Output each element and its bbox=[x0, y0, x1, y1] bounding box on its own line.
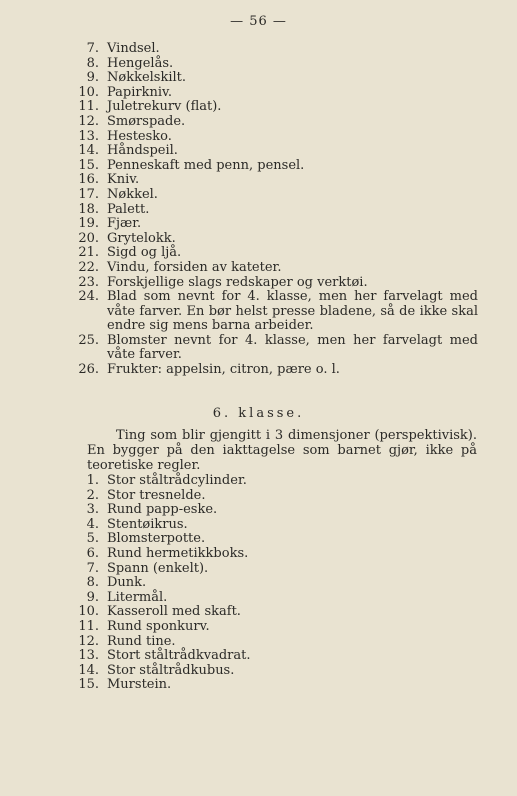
item-number: 3. bbox=[86, 502, 99, 518]
item-text: Blomsterpotte. bbox=[107, 531, 206, 547]
item-text: Grytelokk. bbox=[107, 230, 176, 246]
item-number: 24. bbox=[78, 289, 99, 305]
item-number: 6. bbox=[86, 545, 99, 561]
item-number: 13. bbox=[78, 648, 99, 664]
list-item bbox=[78, 605, 478, 620]
item-number: 2. bbox=[86, 487, 99, 503]
list-item bbox=[78, 363, 478, 378]
item-text: Litermål. bbox=[107, 589, 168, 605]
item-number: 19. bbox=[78, 216, 99, 232]
item-number: 16. bbox=[78, 172, 99, 188]
item-number: 10. bbox=[78, 84, 99, 100]
item-text: Murstein. bbox=[107, 677, 172, 693]
list-item bbox=[78, 503, 478, 518]
item-text: Dunk. bbox=[107, 575, 147, 591]
item-number: 7. bbox=[86, 560, 99, 576]
item-text: Rund papp-eske. bbox=[107, 502, 218, 518]
list-item bbox=[78, 562, 478, 577]
item-text: Nøkkelskilt. bbox=[107, 70, 187, 86]
item-number: 5. bbox=[86, 531, 99, 547]
list-item bbox=[78, 71, 478, 86]
list-item bbox=[78, 246, 478, 261]
item-text: Hestesko. bbox=[107, 128, 172, 144]
item-number: 8. bbox=[86, 55, 99, 71]
item-text: Sigd og ljå. bbox=[107, 245, 182, 261]
item-text: Smørspade. bbox=[107, 113, 186, 129]
item-number: 23. bbox=[78, 274, 99, 290]
item-number: 18. bbox=[78, 201, 99, 217]
item-text: Stor ståltrådkubus. bbox=[107, 662, 235, 678]
list-item bbox=[78, 532, 478, 547]
section-intro-paragraph: Ting som blir gjengitt i 3 dimensjoner (perspektivisk). En bygger på den iakttagelse som barnet gjør, ikke på teoretiske regler. bbox=[87, 428, 477, 473]
item-text: Stor tresnelde. bbox=[107, 487, 206, 503]
item-text: Nøkkel. bbox=[107, 186, 158, 202]
list-item bbox=[78, 649, 478, 664]
list-item bbox=[78, 100, 478, 115]
item-number: 11. bbox=[78, 99, 99, 115]
list-item bbox=[78, 290, 478, 334]
list-item bbox=[78, 261, 478, 276]
list-item bbox=[78, 144, 478, 159]
list-item bbox=[78, 42, 478, 57]
item-text: Blad som nevnt for 4. klasse, men her farvelagt med våte farver. En bør helst presse bladene, så de ikke skal endre sig mens barna arbeider. bbox=[107, 289, 478, 334]
list-item bbox=[78, 547, 478, 562]
list-item bbox=[78, 57, 478, 72]
list-item bbox=[78, 276, 478, 291]
list-item bbox=[78, 130, 478, 145]
item-number: 10. bbox=[78, 604, 99, 620]
item-number: 22. bbox=[78, 259, 99, 275]
item-text: Stort ståltrådkvadrat. bbox=[107, 648, 251, 664]
list-item bbox=[78, 620, 478, 635]
list-item bbox=[78, 591, 478, 606]
page-number: — 56 — bbox=[230, 14, 287, 29]
item-text: Kniv. bbox=[107, 172, 140, 188]
item-number: 17. bbox=[78, 186, 99, 202]
list-item bbox=[78, 203, 478, 218]
item-text: Forskjellige slags redskaper og verktøi. bbox=[107, 274, 368, 290]
item-number: 12. bbox=[78, 113, 99, 129]
item-text: Juletrekurv (flat). bbox=[107, 99, 222, 115]
item-number: 13. bbox=[78, 128, 99, 144]
item-number: 12. bbox=[78, 633, 99, 649]
item-number: 25. bbox=[78, 332, 99, 348]
item-number: 14. bbox=[78, 662, 99, 678]
section-heading: 6. klasse. bbox=[212, 406, 305, 421]
item-number: 9. bbox=[86, 70, 99, 86]
item-text: Spann (enkelt). bbox=[107, 560, 209, 576]
item-number: 7. bbox=[86, 41, 99, 56]
item-list-5th-grade bbox=[78, 42, 478, 378]
list-item bbox=[78, 474, 478, 489]
item-number: 14. bbox=[78, 143, 99, 159]
item-text: Stor ståltrådcylinder. bbox=[107, 473, 247, 488]
list-item bbox=[78, 576, 478, 591]
item-text: Penneskaft med penn, pensel. bbox=[107, 157, 305, 173]
list-item bbox=[78, 159, 478, 174]
item-text: Papirkniv. bbox=[107, 84, 172, 100]
list-item bbox=[78, 518, 478, 533]
item-text: Vindsel. bbox=[107, 41, 160, 56]
item-text: Fjær. bbox=[107, 216, 142, 232]
item-number: 15. bbox=[78, 157, 99, 173]
list-item bbox=[78, 678, 478, 693]
item-number: 8. bbox=[86, 575, 99, 591]
item-text: Rund hermetikkboks. bbox=[107, 545, 249, 561]
item-number: 20. bbox=[78, 230, 99, 246]
item-text: Rund sponkurv. bbox=[107, 618, 210, 634]
item-text: Stentøikrus. bbox=[107, 516, 188, 532]
list-item bbox=[78, 86, 478, 101]
item-text: Håndspeil. bbox=[107, 143, 178, 159]
list-item bbox=[78, 635, 478, 650]
item-text: Vindu, forsiden av kateter. bbox=[107, 259, 282, 275]
list-item bbox=[78, 217, 478, 232]
list-item bbox=[78, 173, 478, 188]
item-number: 21. bbox=[78, 245, 99, 261]
item-text: Blomster nevnt for 4. klasse, men her farvelagt med våte farver. bbox=[107, 332, 478, 363]
item-number: 26. bbox=[78, 362, 99, 378]
list-item bbox=[78, 334, 478, 363]
list-item bbox=[78, 115, 478, 130]
item-number: 11. bbox=[78, 618, 99, 634]
item-number: 1. bbox=[86, 473, 99, 488]
list-item bbox=[78, 489, 478, 504]
item-text: Kasseroll med skaft. bbox=[107, 604, 241, 620]
list-item bbox=[78, 188, 478, 203]
item-number: 9. bbox=[86, 589, 99, 605]
item-text: Hengelås. bbox=[107, 55, 174, 71]
item-text: Rund tine. bbox=[107, 633, 176, 649]
item-text: Palett. bbox=[107, 201, 150, 217]
item-text: Frukter: appelsin, citron, pære o. l. bbox=[107, 362, 340, 378]
list-item bbox=[78, 664, 478, 679]
item-list-6th-grade bbox=[78, 474, 478, 693]
item-number: 15. bbox=[78, 677, 99, 693]
item-number: 4. bbox=[86, 516, 99, 532]
